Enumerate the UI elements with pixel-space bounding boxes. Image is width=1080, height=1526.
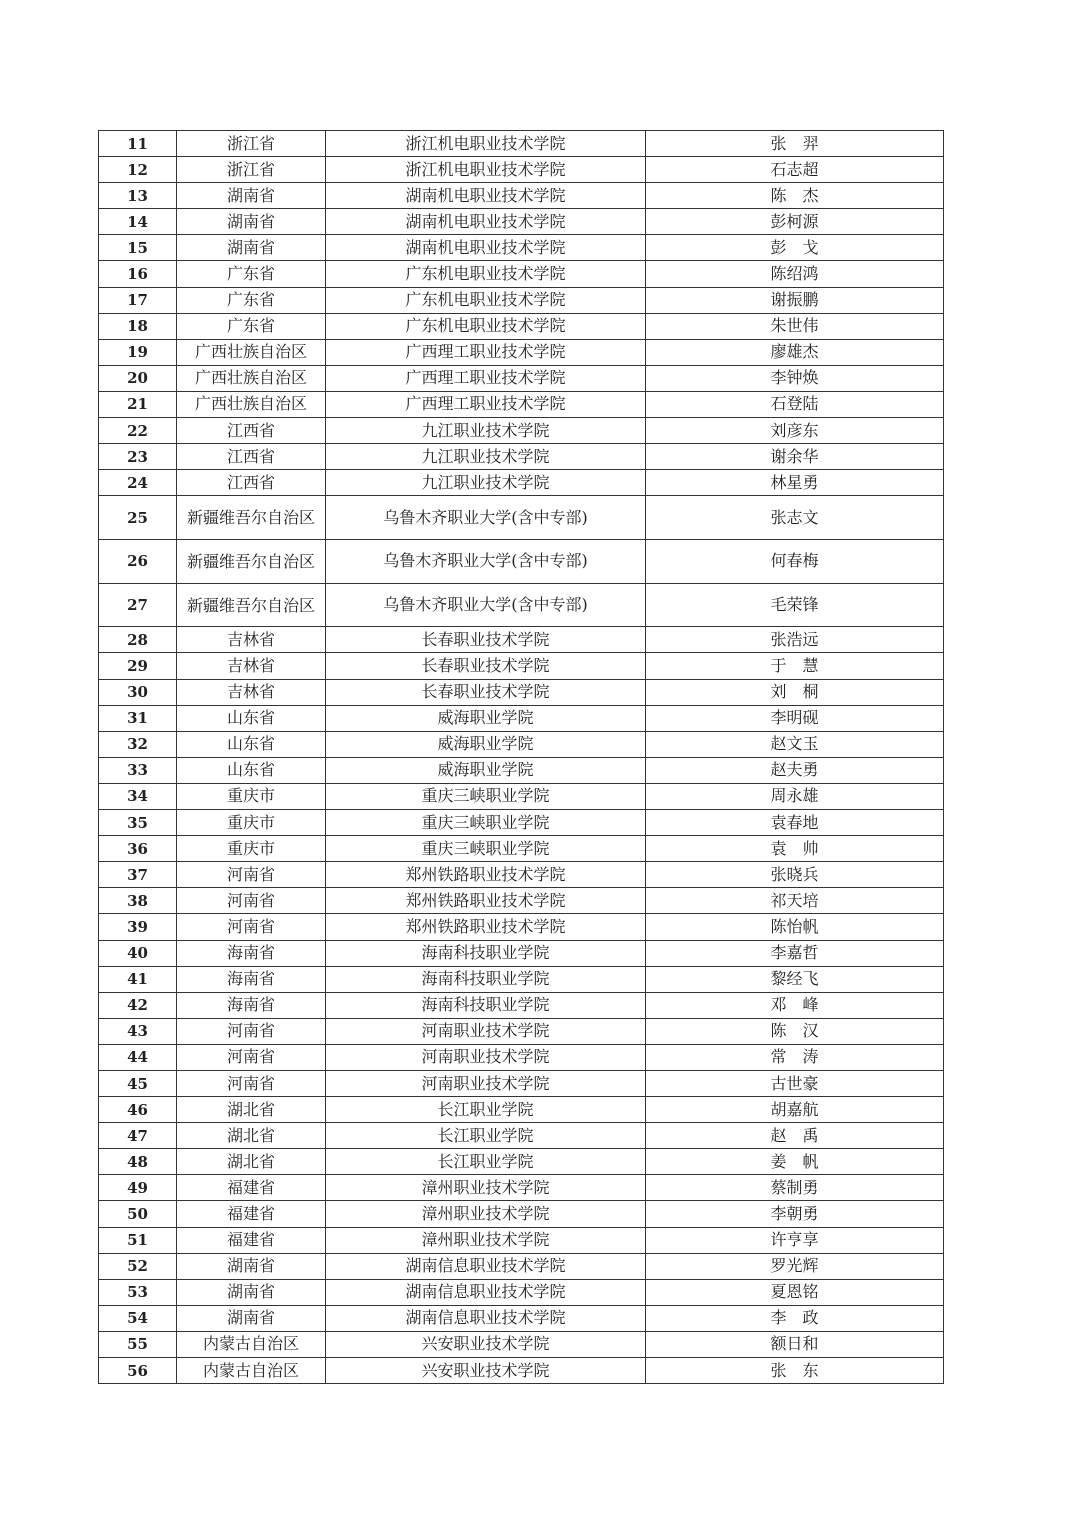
institution: 广西理工职业技术学院 (326, 339, 646, 365)
person-name: 陈绍鸿 (646, 261, 944, 287)
table-row (99, 540, 944, 584)
table-row (99, 914, 944, 940)
row-number: 22 (99, 418, 177, 444)
institution: 长春职业技术学院 (326, 679, 646, 705)
row-number: 49 (99, 1175, 177, 1201)
row-number: 20 (99, 365, 177, 391)
province: 广东省 (177, 261, 326, 287)
province: 广西壮族自治区 (177, 391, 326, 417)
province: 河南省 (177, 862, 326, 888)
institution: 河南职业技术学院 (326, 1018, 646, 1044)
province: 湖北省 (177, 1149, 326, 1175)
row-number: 18 (99, 313, 177, 339)
row-number: 15 (99, 235, 177, 261)
person-name: 陈 杰 (646, 183, 944, 209)
row-number: 44 (99, 1044, 177, 1070)
table-row (99, 731, 944, 757)
row-number: 40 (99, 940, 177, 966)
person-name: 蔡制勇 (646, 1175, 944, 1201)
row-number: 51 (99, 1227, 177, 1253)
institution: 威海职业学院 (326, 757, 646, 783)
province: 江西省 (177, 418, 326, 444)
table-row (99, 810, 944, 836)
person-name: 姜 帆 (646, 1149, 944, 1175)
person-name: 周永雄 (646, 783, 944, 809)
province: 广东省 (177, 313, 326, 339)
province: 福建省 (177, 1201, 326, 1227)
province: 湖南省 (177, 209, 326, 235)
person-name: 罗光辉 (646, 1253, 944, 1279)
table-row (99, 1123, 944, 1149)
table-row (99, 583, 944, 627)
institution: 浙江机电职业技术学院 (326, 157, 646, 183)
institution: 广东机电职业技术学院 (326, 313, 646, 339)
person-name: 刘彦东 (646, 418, 944, 444)
institution: 浙江机电职业技术学院 (326, 131, 646, 157)
institution: 重庆三峡职业学院 (326, 836, 646, 862)
table-row (99, 653, 944, 679)
province: 河南省 (177, 888, 326, 914)
institution: 漳州职业技术学院 (326, 1201, 646, 1227)
institution: 湖南机电职业技术学院 (326, 235, 646, 261)
table-row (99, 1253, 944, 1279)
province: 福建省 (177, 1175, 326, 1201)
province: 吉林省 (177, 679, 326, 705)
institution: 广西理工职业技术学院 (326, 391, 646, 417)
table-row (99, 679, 944, 705)
table-row (99, 1175, 944, 1201)
row-number: 13 (99, 183, 177, 209)
row-number: 53 (99, 1279, 177, 1305)
row-number: 24 (99, 470, 177, 496)
province: 河南省 (177, 1044, 326, 1070)
table-row (99, 1201, 944, 1227)
institution: 长春职业技术学院 (326, 653, 646, 679)
row-number: 48 (99, 1149, 177, 1175)
province: 山东省 (177, 731, 326, 757)
row-number: 32 (99, 731, 177, 757)
table-row (99, 183, 944, 209)
institution: 重庆三峡职业学院 (326, 783, 646, 809)
person-name: 许亨享 (646, 1227, 944, 1253)
row-number: 35 (99, 810, 177, 836)
table-row (99, 1358, 944, 1384)
table-row (99, 365, 944, 391)
person-name: 李钟焕 (646, 365, 944, 391)
province: 重庆市 (177, 836, 326, 862)
person-name: 袁 帅 (646, 836, 944, 862)
table-row (99, 131, 944, 157)
institution: 长江职业学院 (326, 1097, 646, 1123)
province: 福建省 (177, 1227, 326, 1253)
person-name: 石登陆 (646, 391, 944, 417)
row-number: 56 (99, 1358, 177, 1384)
row-number: 43 (99, 1018, 177, 1044)
row-number: 41 (99, 966, 177, 992)
person-name: 赵夫勇 (646, 757, 944, 783)
row-number: 34 (99, 783, 177, 809)
person-name: 祁天培 (646, 888, 944, 914)
province: 吉林省 (177, 627, 326, 653)
person-name: 邓 峰 (646, 992, 944, 1018)
province: 河南省 (177, 1018, 326, 1044)
table-row (99, 1070, 944, 1096)
province: 湖南省 (177, 183, 326, 209)
row-number: 45 (99, 1070, 177, 1096)
table-row (99, 1279, 944, 1305)
row-number: 42 (99, 992, 177, 1018)
province: 湖南省 (177, 1279, 326, 1305)
table-row (99, 862, 944, 888)
province: 海南省 (177, 940, 326, 966)
row-number: 50 (99, 1201, 177, 1227)
province: 湖南省 (177, 235, 326, 261)
row-number: 11 (99, 131, 177, 157)
table-row (99, 1018, 944, 1044)
province: 湖北省 (177, 1123, 326, 1149)
table-row (99, 1044, 944, 1070)
person-name: 于 慧 (646, 653, 944, 679)
person-name: 张志文 (646, 496, 944, 540)
person-name: 张晓兵 (646, 862, 944, 888)
institution: 九江职业技术学院 (326, 470, 646, 496)
institution: 威海职业学院 (326, 731, 646, 757)
person-name: 赵 禹 (646, 1123, 944, 1149)
institution: 广西理工职业技术学院 (326, 365, 646, 391)
table-row (99, 966, 944, 992)
institution: 兴安职业技术学院 (326, 1331, 646, 1357)
province: 内蒙古自治区 (177, 1331, 326, 1357)
row-number: 52 (99, 1253, 177, 1279)
table-row (99, 339, 944, 365)
table-row (99, 992, 944, 1018)
row-number: 17 (99, 287, 177, 313)
institution: 威海职业学院 (326, 705, 646, 731)
institution: 重庆三峡职业学院 (326, 810, 646, 836)
institution: 海南科技职业学院 (326, 992, 646, 1018)
province: 河南省 (177, 1070, 326, 1096)
row-number: 28 (99, 627, 177, 653)
row-number: 29 (99, 653, 177, 679)
person-name: 夏恩铭 (646, 1279, 944, 1305)
table-row (99, 391, 944, 417)
table-row (99, 705, 944, 731)
person-name: 朱世伟 (646, 313, 944, 339)
institution: 郑州铁路职业技术学院 (326, 914, 646, 940)
institution: 长江职业学院 (326, 1149, 646, 1175)
row-number: 46 (99, 1097, 177, 1123)
institution: 海南科技职业学院 (326, 966, 646, 992)
person-name: 古世豪 (646, 1070, 944, 1096)
row-number: 16 (99, 261, 177, 287)
row-number: 54 (99, 1305, 177, 1331)
province: 山东省 (177, 757, 326, 783)
table-row (99, 496, 944, 540)
roster-table-body (99, 131, 944, 1384)
person-name: 额日和 (646, 1331, 944, 1357)
person-name: 毛荣锋 (646, 583, 944, 627)
institution: 漳州职业技术学院 (326, 1227, 646, 1253)
institution: 湖南信息职业技术学院 (326, 1279, 646, 1305)
province: 重庆市 (177, 783, 326, 809)
province: 新疆维吾尔自治区 (177, 496, 326, 540)
institution: 湖南信息职业技术学院 (326, 1253, 646, 1279)
row-number: 36 (99, 836, 177, 862)
table-row (99, 444, 944, 470)
table-row (99, 261, 944, 287)
province: 海南省 (177, 992, 326, 1018)
person-name: 陈怡帆 (646, 914, 944, 940)
row-number: 21 (99, 391, 177, 417)
person-name: 林星勇 (646, 470, 944, 496)
institution: 湖南机电职业技术学院 (326, 183, 646, 209)
province: 江西省 (177, 470, 326, 496)
province: 吉林省 (177, 653, 326, 679)
table-row (99, 888, 944, 914)
institution: 兴安职业技术学院 (326, 1358, 646, 1384)
province: 广西壮族自治区 (177, 365, 326, 391)
institution: 广东机电职业技术学院 (326, 261, 646, 287)
table-row (99, 418, 944, 444)
table-row (99, 1305, 944, 1331)
row-number: 12 (99, 157, 177, 183)
row-number: 27 (99, 583, 177, 627)
province: 内蒙古自治区 (177, 1358, 326, 1384)
person-name: 彭 戈 (646, 235, 944, 261)
person-name: 何春梅 (646, 540, 944, 584)
row-number: 55 (99, 1331, 177, 1357)
table-row (99, 313, 944, 339)
person-name: 谢振鹏 (646, 287, 944, 313)
row-number: 23 (99, 444, 177, 470)
row-number: 26 (99, 540, 177, 584)
row-number: 30 (99, 679, 177, 705)
province: 海南省 (177, 966, 326, 992)
table-row (99, 1149, 944, 1175)
table-row (99, 157, 944, 183)
row-number: 31 (99, 705, 177, 731)
person-name: 刘 桐 (646, 679, 944, 705)
row-number: 38 (99, 888, 177, 914)
institution: 漳州职业技术学院 (326, 1175, 646, 1201)
institution: 乌鲁木齐职业大学(含中专部) (326, 496, 646, 540)
person-name: 袁春地 (646, 810, 944, 836)
province: 湖南省 (177, 1253, 326, 1279)
province: 河南省 (177, 914, 326, 940)
institution: 乌鲁木齐职业大学(含中专部) (326, 583, 646, 627)
institution: 九江职业技术学院 (326, 418, 646, 444)
institution: 长江职业学院 (326, 1123, 646, 1149)
province: 江西省 (177, 444, 326, 470)
person-name: 黎经飞 (646, 966, 944, 992)
table-row (99, 235, 944, 261)
row-number: 33 (99, 757, 177, 783)
province: 重庆市 (177, 810, 326, 836)
table-row (99, 470, 944, 496)
roster-table (98, 130, 944, 1384)
person-name: 李 政 (646, 1305, 944, 1331)
province: 浙江省 (177, 157, 326, 183)
person-name: 张 羿 (646, 131, 944, 157)
person-name: 廖雄杰 (646, 339, 944, 365)
province: 广东省 (177, 287, 326, 313)
row-number: 25 (99, 496, 177, 540)
person-name: 李嘉哲 (646, 940, 944, 966)
person-name: 张浩远 (646, 627, 944, 653)
row-number: 47 (99, 1123, 177, 1149)
table-row (99, 783, 944, 809)
row-number: 39 (99, 914, 177, 940)
institution: 乌鲁木齐职业大学(含中专部) (326, 540, 646, 584)
person-name: 谢余华 (646, 444, 944, 470)
institution: 河南职业技术学院 (326, 1044, 646, 1070)
institution: 河南职业技术学院 (326, 1070, 646, 1096)
institution: 湖南机电职业技术学院 (326, 209, 646, 235)
table-row (99, 940, 944, 966)
row-number: 37 (99, 862, 177, 888)
province: 湖南省 (177, 1305, 326, 1331)
institution: 郑州铁路职业技术学院 (326, 862, 646, 888)
institution: 长春职业技术学院 (326, 627, 646, 653)
person-name: 张 东 (646, 1358, 944, 1384)
table-row (99, 757, 944, 783)
institution: 湖南信息职业技术学院 (326, 1305, 646, 1331)
province: 浙江省 (177, 131, 326, 157)
row-number: 19 (99, 339, 177, 365)
row-number: 14 (99, 209, 177, 235)
province: 广西壮族自治区 (177, 339, 326, 365)
person-name: 李朝勇 (646, 1201, 944, 1227)
person-name: 胡嘉航 (646, 1097, 944, 1123)
province: 新疆维吾尔自治区 (177, 583, 326, 627)
table-row (99, 1227, 944, 1253)
table-row (99, 209, 944, 235)
institution: 广东机电职业技术学院 (326, 287, 646, 313)
province: 湖北省 (177, 1097, 326, 1123)
province: 新疆维吾尔自治区 (177, 540, 326, 584)
institution: 海南科技职业学院 (326, 940, 646, 966)
table-row (99, 1097, 944, 1123)
province: 山东省 (177, 705, 326, 731)
person-name: 赵文玉 (646, 731, 944, 757)
person-name: 彭柯源 (646, 209, 944, 235)
table-row (99, 836, 944, 862)
institution: 郑州铁路职业技术学院 (326, 888, 646, 914)
table-row (99, 627, 944, 653)
institution: 九江职业技术学院 (326, 444, 646, 470)
person-name: 陈 汉 (646, 1018, 944, 1044)
person-name: 常 涛 (646, 1044, 944, 1070)
person-name: 李明砚 (646, 705, 944, 731)
table-row (99, 287, 944, 313)
person-name: 石志超 (646, 157, 944, 183)
table-row (99, 1331, 944, 1357)
